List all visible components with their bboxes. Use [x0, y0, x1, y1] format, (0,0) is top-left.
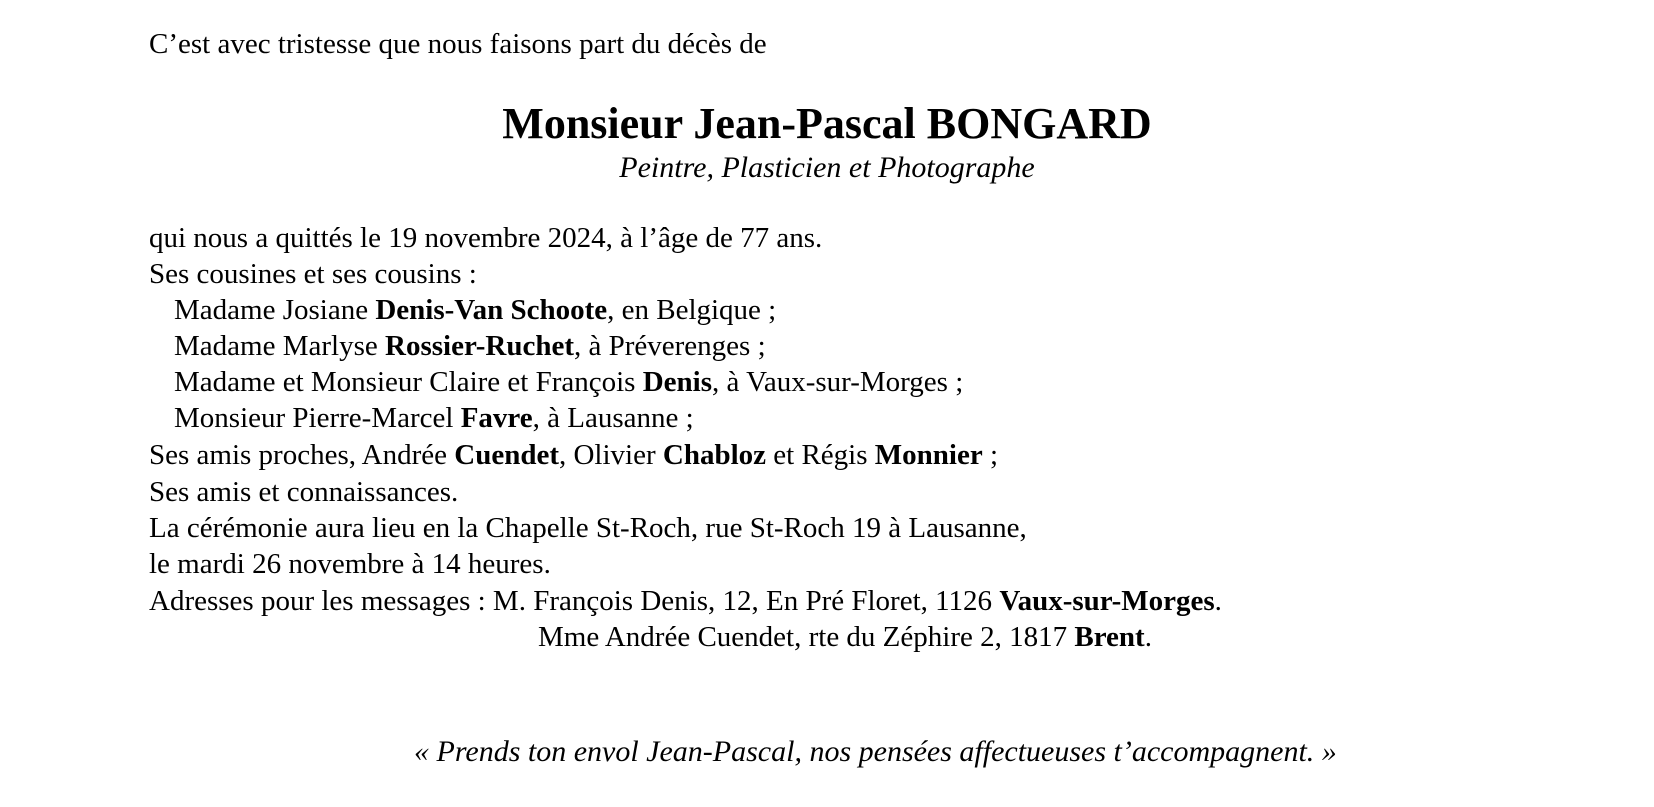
close-friends-text: ;	[982, 439, 999, 471]
ceremony-line-1: La cérémonie aura lieu en la Chapelle St-Roch, rue St-Roch 19 à Lausanne,	[149, 512, 1027, 544]
cousin-surname: Denis-Van Schoote	[375, 294, 608, 326]
close-friends-line	[149, 437, 998, 473]
address-city: Brent	[1074, 621, 1145, 653]
cousin-surname: Rossier-Ruchet	[385, 330, 574, 362]
cousin-suffix: , à Lausanne ;	[532, 402, 694, 434]
deceased-profession: Peintre, Plasticien et Photographe	[619, 151, 1035, 184]
cousin-prefix: Monsieur Pierre-Marcel	[174, 402, 461, 434]
cousin-surname: Denis	[642, 366, 712, 398]
cousin-entry	[174, 328, 766, 364]
close-friends-text: , Olivier	[558, 439, 663, 471]
address-text: Mme Andrée Cuendet, rte du Zéphire 2, 1817	[538, 621, 1075, 653]
cousin-entry	[174, 364, 963, 400]
cousin-entry	[174, 400, 694, 436]
address-end: .	[1144, 621, 1152, 653]
cousins-heading: Ses cousines et ses cousins :	[149, 258, 477, 290]
address-label: Adresses pour les messages :	[149, 585, 493, 617]
address-text: M. François Denis, 12, En Pré Floret, 1126	[492, 585, 1000, 617]
friends-line: Ses amis et connaissances.	[149, 476, 459, 508]
cousin-entry	[174, 292, 776, 328]
cousin-surname: Favre	[460, 402, 533, 434]
closing-quote: « Prends ton envol Jean-Pascal, nos pensées affectueuses t’accompagnent. »	[414, 735, 1337, 768]
deceased-name: Monsieur Jean-Pascal BONGARD	[502, 99, 1152, 148]
address-end: .	[1214, 585, 1222, 617]
cousin-prefix: Madame et Monsieur Claire et François	[174, 366, 643, 398]
address-line-2	[538, 619, 1152, 655]
address-city: Vaux-sur-Morges	[999, 585, 1215, 617]
close-friends-text: et Régis	[766, 439, 875, 471]
cousin-prefix: Madame Marlyse	[174, 330, 385, 362]
death-notice: qui nous a quittés le 19 novembre 2024, à l’âge de 77 ans.	[149, 222, 823, 254]
intro-text: C’est avec tristesse que nous faisons part du décès de	[149, 28, 767, 60]
cousin-suffix: , à Préverenges ;	[574, 330, 766, 362]
friend-surname: Monnier	[874, 439, 983, 471]
cousin-prefix: Madame Josiane	[174, 294, 376, 326]
close-friends-text: Ses amis proches, Andrée	[149, 439, 455, 471]
cousin-suffix: , en Belgique ;	[607, 294, 777, 326]
friend-surname: Chabloz	[662, 439, 767, 471]
ceremony-line-2: le mardi 26 novembre à 14 heures.	[149, 548, 551, 580]
friend-surname: Cuendet	[454, 439, 559, 471]
cousin-suffix: , à Vaux-sur-Morges ;	[712, 366, 964, 398]
address-line-1	[149, 583, 1222, 619]
